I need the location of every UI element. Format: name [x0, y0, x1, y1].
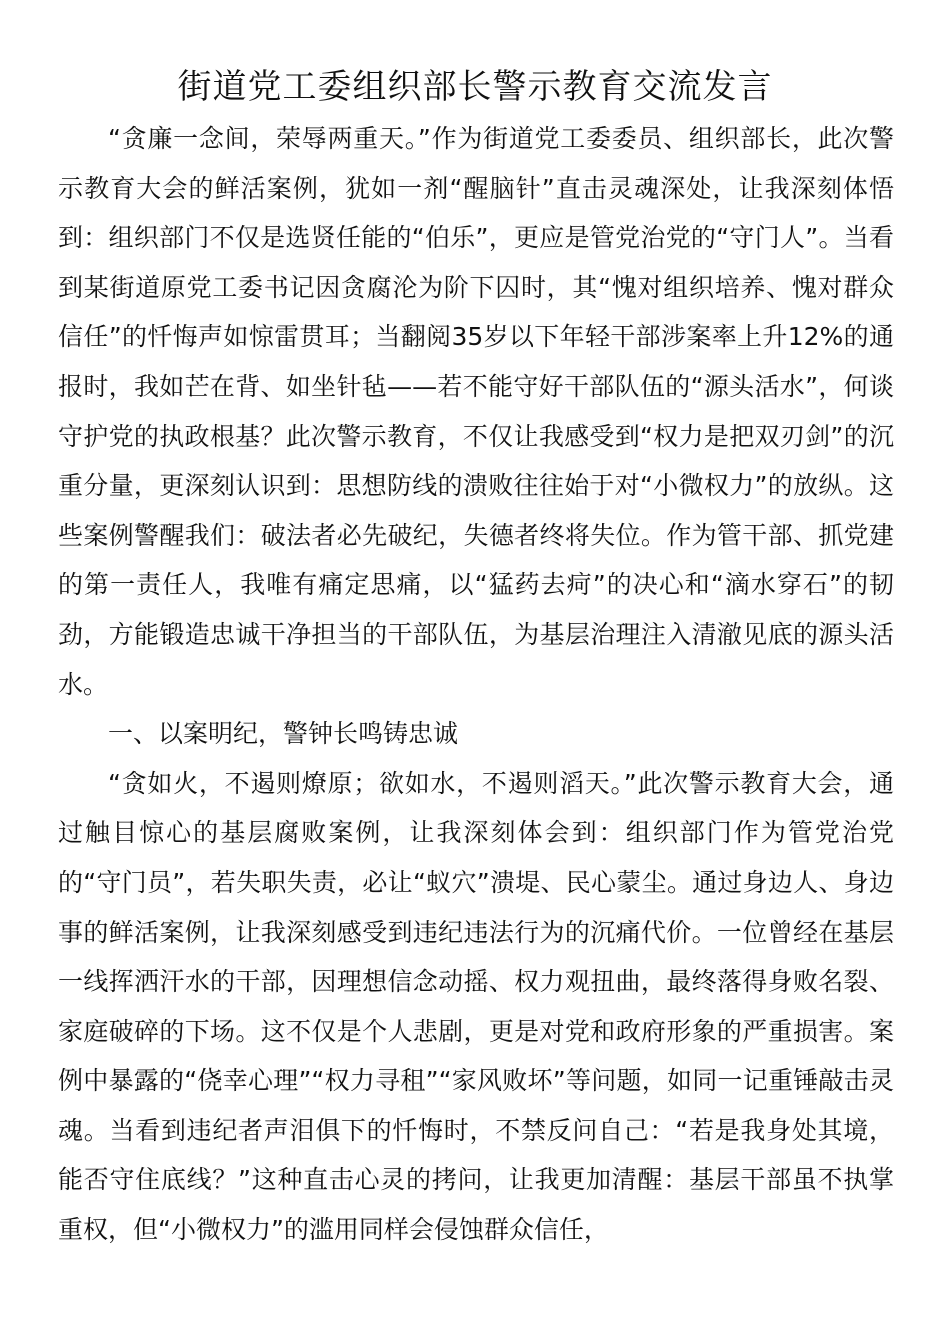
- document-title: 街道党工委组织部长警示教育交流发言: [177, 67, 773, 107]
- paragraph-intro: “贪廉一念间，荣辱两重天。”作为街道党工委委员、组织部长，此次警示教育大会的鲜活案例，犹如一剂“醒脑针”直击灵魂深处，让我深刻体悟到：组织部门不仅是选贤任能的“伯乐”，更应是管党治党的“守门人”。当看到某街道原党工委书记因贪腐沦为阶下囚时，其“愧对组织培养、愧对群众信任”的忏悔声如惊雷贯耳；当翻阅35岁以下年轻干部涉案率上升12%的通报时，我如芒在背、如坐针毡——若不能守好干部队伍的“源头活水”，何谈守护党的执政根基？此次警示教育，不仅让我感受到“权力是把双刃剑”的沉重分量，更深刻认识到：思想防线的溃败往往始于对“小微权力”的放纵。这些案例警醒我们：破法者必先破纪，失德者终将失位。作为管干部、抓党建的第一责任人，我唯有痛定思痛，以“猛药去疴”的决心和“滴水穿石”的韧劲，方能锻造忠诚干净担当的干部队伍，为基层治理注入清澈见底的源头活水。: [58, 124, 894, 699]
- section-heading-1: 一、以案明纪，警钟长鸣铸忠诚: [108, 719, 459, 749]
- document-body: [58, 114, 894, 1255]
- paragraph-section-1: “贪如火，不遏则燎原；欲如水，不遏则滔天。”此次警示教育大会，通过触目惊心的基层腐败案例，让我深刻体会到：组织部门作为管党治党的“守门员”，若失职失责，必让“蚁穴”溃堤、民心蒙尘。通过身边人、身边事的鲜活案例，让我深刻感受到违纪违法行为的沉痛代价。一位曾经在基层一线挥洒汗水的干部，因理想信念动摇、权力观扭曲，最终落得身败名裂、家庭破碎的下场。这不仅是个人悲剧，更是对党和政府形象的严重损害。案例中暴露的“侥幸心理”“权力寻租”“家风败坏”等问题，如同一记重锤敲击灵魂。当看到违纪者声泪俱下的忏悔时，不禁反问自己：“若是我身处其境，能否守住底线？”这种直击心灵的拷问，让我更加清醒：基层干部虽不执掌重权，但“小微权力”的滥用同样会侵蚀群众信任，: [58, 768, 894, 1245]
